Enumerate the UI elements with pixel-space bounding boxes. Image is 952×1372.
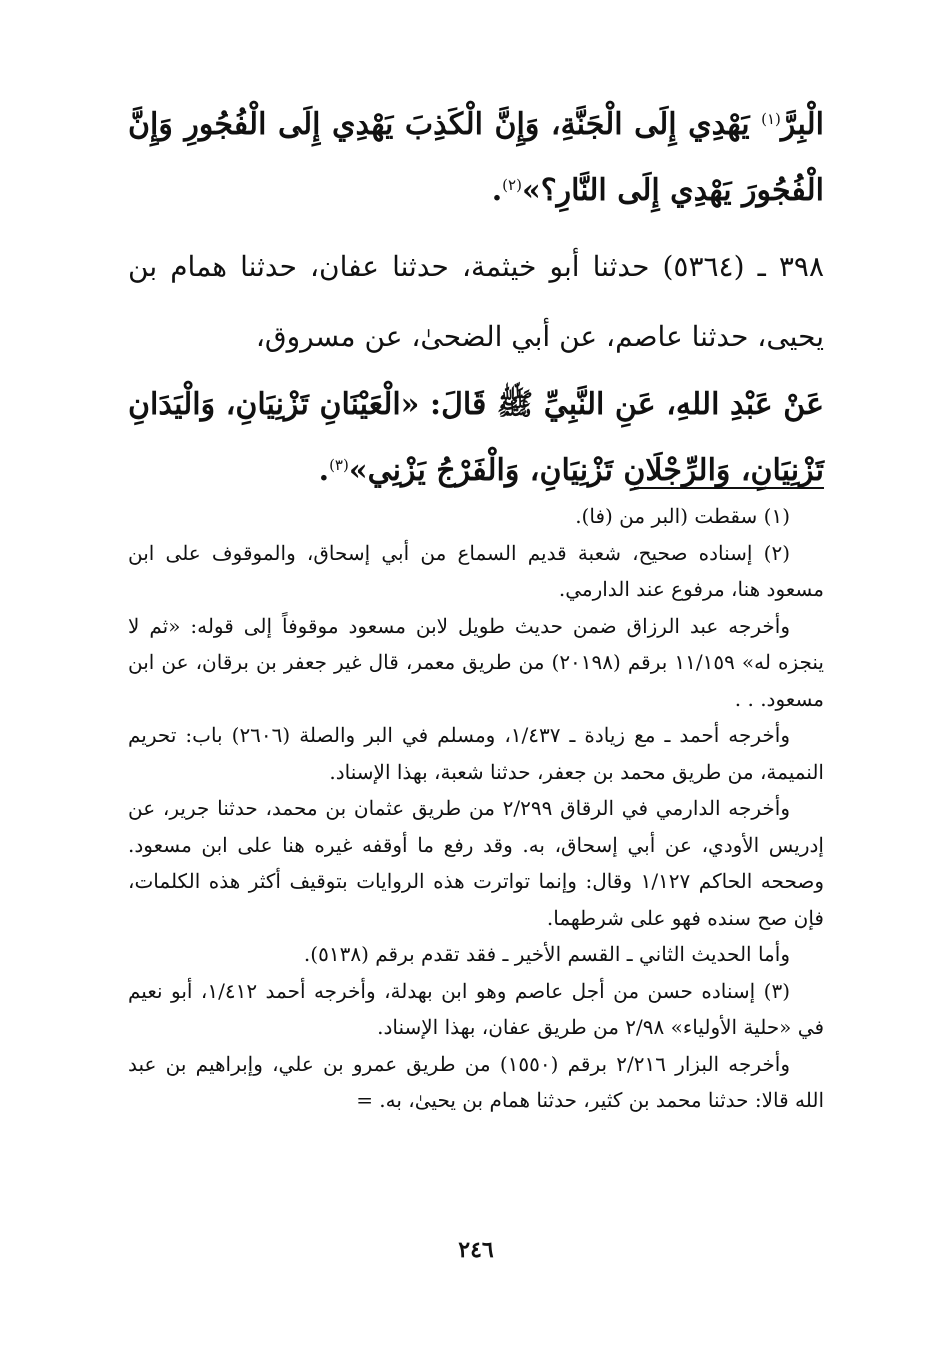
footnote-separator	[634, 487, 824, 489]
footnote-2: (٢) إسناده صحيح، شعبة قديم السماع من أبي إسحاق، والموقوف على ابن مسعود هنا، مرفوع عند الدارمي.	[128, 540, 824, 601]
hadith-prev-lead: الْبِرَّ	[780, 107, 824, 142]
hadith-continuation	[128, 92, 824, 224]
main-text	[128, 92, 824, 504]
hadith-prev-tail: .	[491, 173, 503, 208]
footnote-3: (٣) إسناده حسن من أجل عاصم وهو ابن بهدلة، وأخرجه أحمد ١/٤١٢، أبو نعيم في «حلية الأولياء» ٢/٩٨ من طريق عفان، بهذا الإسناد.	[128, 978, 824, 1039]
page-number: ٢٤٦	[458, 1237, 494, 1263]
hadith-chain-398: ٣٩٨ ـ (٥٣٦٤) حدثنا أبو خيثمة، حدثنا عفان، حدثنا همام بن يحيى، حدثنا عاصم، عن أبي الضحىٰ، عن مسروق،	[128, 250, 824, 353]
footnote-marker-1: (١)	[761, 110, 781, 128]
footnote-marker-3: (٣)	[329, 456, 349, 474]
hadith-398-body: عَنْ عَبْدِ اللهِ، عَنِ النَّبِيِّ ﷺ قَالَ: «الْعَيْنَانِ تَزْنِيَانِ، وَالْيَدَانِ تَزْنِيَانِ، وَالرِّجْلَانِ تَزْنِيَانِ، وَالْفَرْجُ يَزْنِي»	[128, 387, 824, 488]
footnote-2-para-3: وأخرجه أحمد ـ مع زيادة ـ ١/٤٣٧، ومسلم في البر والصلة (٢٦٠٦) باب: تحريم النميمة، من طريق محمد بن جعفر، حدثنا شعبة، بهذا الإسناد.	[128, 723, 824, 784]
footnotes	[128, 498, 824, 1119]
footnote-marker-2: (٢)	[502, 176, 522, 194]
footnote-2-para-5: وأما الحديث الثاني ـ القسم الأخير ـ فقد تقدم برقم (٥١٣٨).	[303, 942, 790, 966]
hadith-prev-body: يَهْدِي إِلَى الْجَنَّةِ، وَإِنَّ الْكَذِبَ يَهْدِي إِلَى الْفُجُورِ وَإِنَّ الْفُجُورَ يَهْدِي إِلَى النَّارِ؟»	[128, 107, 824, 208]
footnote-2-para-4: وأخرجه الدارمي في الرقاق ٢/٢٩٩ من طريق عثمان بن محمد، حدثنا جرير، عن إدريس الأودي، عن أبي إسحاق، به. وقد رفع ما أوقفه غيره هنا على ابن مسعود. وصححه الحاكم ١/١٢٧ وقال: وإنما تواترت هذه الروايات بتوقيف أكثر هذه الكلمات، فإن صح سنده فهو على شرطهما.	[128, 796, 824, 930]
hadith-398-tail: .	[318, 453, 330, 488]
footnote-1: (١) سقطت (البر من (فا).	[575, 504, 790, 528]
footnote-2-para-2: وأخرجه عبد الرزاق ضمن حديث طويل لابن مسعود موقوفاً إلى قوله: «ثم لا ينجزه له» ١١/١٥٩ برقم (٢٠١٩٨) من طريق معمر، قال غير جعفر بن برقان، عن ابن مسعود. . .	[128, 613, 824, 711]
footnote-3-para-2: وأخرجه البزار ٢/٢١٦ برقم (١٥٥٠) من طريق عمرو بن علي، وإبراهيم بن عبد الله قالا: حدثنا محمد بن كثير، حدثنا همام بن يحيىٰ، به. =	[128, 1051, 824, 1112]
hadith-398-text	[128, 372, 824, 504]
